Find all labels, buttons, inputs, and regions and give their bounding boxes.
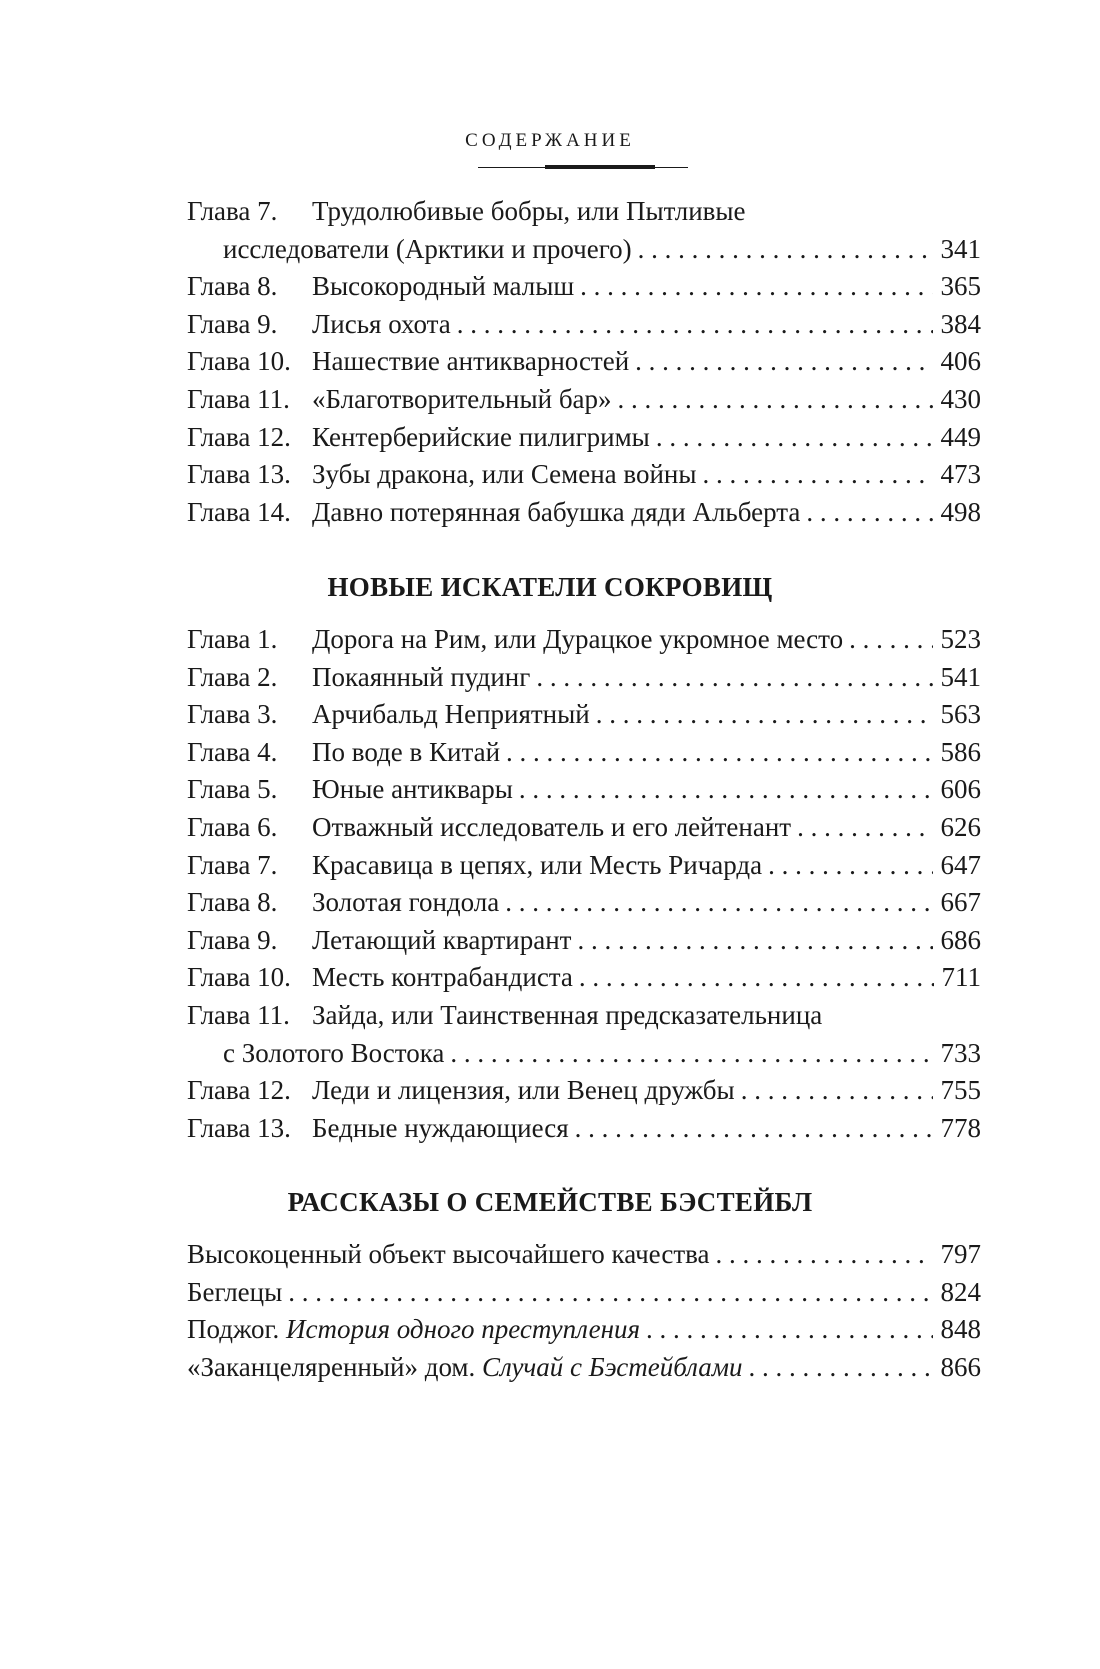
toc-entry <box>187 1110 981 1148</box>
page-number: 586 <box>940 736 981 767</box>
toc-entry <box>187 659 981 697</box>
leader-dots <box>506 734 932 772</box>
leader-dots <box>618 381 933 419</box>
chapter-title: Отважный исследователь и его лейтенант <box>312 811 792 842</box>
toc-entry <box>187 1311 981 1349</box>
chapter-number: Глава 2. <box>187 661 278 692</box>
page-number: 733 <box>940 1037 981 1068</box>
chapter-number: Глава 9. <box>187 308 278 339</box>
story-subtitle: История одного преступления <box>285 1314 641 1345</box>
chapter-title: Кентерберийские пилигримы <box>312 421 650 452</box>
chapter-title: Красавица в цепях, или Месть Ричарда <box>312 849 763 880</box>
toc-entry <box>187 193 981 268</box>
head-rule-accent <box>545 165 655 169</box>
leader-dots <box>748 1349 932 1387</box>
leader-dots <box>579 959 934 997</box>
page-number: 606 <box>940 774 981 805</box>
toc-entry <box>187 456 981 494</box>
chapter-number: Глава 10. <box>187 346 291 377</box>
chapter-title: Лисья охота <box>312 308 451 339</box>
page-number: 541 <box>940 661 981 692</box>
leader-dots <box>575 1110 933 1148</box>
chapter-number: Глава 8. <box>187 887 278 918</box>
page-number: 711 <box>941 962 981 993</box>
chapter-title: Высокородный малыш <box>312 271 575 302</box>
page-number: 384 <box>940 308 981 339</box>
toc-entry <box>187 381 981 419</box>
section-title-new-treasure-seekers: НОВЫЕ ИСКАТЕЛИ СОКРОВИЩ <box>327 572 773 602</box>
leader-dots <box>716 1236 933 1274</box>
leader-dots <box>741 1072 933 1110</box>
chapter-title: Зубы дракона, или Семена войны <box>312 459 697 490</box>
chapter-title: «Благотворительный бар» <box>312 383 612 414</box>
toc-entry <box>187 419 981 457</box>
leader-dots <box>703 456 933 494</box>
chapter-title-continued: исследователи (Арктики и прочего) <box>223 233 632 264</box>
page-number: 848 <box>940 1314 981 1345</box>
chapter-number: Глава 6. <box>187 811 278 842</box>
chapter-title: По воде в Китай <box>312 736 501 767</box>
page-number: 365 <box>940 271 981 302</box>
leader-dots <box>849 621 932 659</box>
story-subtitle: Случай с Бэстейблами <box>482 1351 743 1382</box>
toc-entry <box>187 494 981 532</box>
page-number: 626 <box>940 811 981 842</box>
section-title-bastable-stories: РАССКАЗЫ О СЕМЕЙСТВЕ БЭСТЕЙБЛ <box>287 1187 813 1217</box>
chapter-title: Золотая гондола <box>312 887 500 918</box>
chapter-number: Глава 11. <box>187 383 290 414</box>
leader-dots <box>646 1311 932 1349</box>
toc-part-2 <box>187 621 981 1147</box>
chapter-number: Глава 7. <box>187 196 278 226</box>
page-number: 449 <box>940 421 981 452</box>
page-number: 430 <box>940 383 981 414</box>
leader-dots <box>505 884 932 922</box>
toc-entry <box>187 884 981 922</box>
leader-dots <box>635 343 932 381</box>
story-title: Беглецы <box>187 1276 283 1307</box>
leader-dots <box>638 231 933 269</box>
chapter-number: Глава 5. <box>187 774 278 805</box>
chapter-title: Трудолюбивые бобры, или Пытливые <box>312 196 746 226</box>
chapter-number: Глава 4. <box>187 736 278 767</box>
page-number: 755 <box>940 1075 981 1106</box>
chapter-title: Покаянный пудинг <box>312 661 531 692</box>
toc-entry <box>187 1274 981 1312</box>
leader-dots <box>288 1274 932 1312</box>
page-number: 523 <box>940 624 981 654</box>
chapter-number: Глава 13. <box>187 459 291 490</box>
chapter-number: Глава 11. <box>187 999 290 1030</box>
toc-entry <box>187 809 981 847</box>
page-number: 341 <box>940 233 981 264</box>
chapter-number: Глава 8. <box>187 271 278 302</box>
toc-part-3 <box>187 1236 981 1386</box>
leader-dots <box>596 696 933 734</box>
chapter-number: Глава 3. <box>187 699 278 730</box>
leader-dots <box>580 268 932 306</box>
leader-dots <box>806 494 932 532</box>
leader-dots <box>768 847 932 885</box>
chapter-title: Месть контрабандиста <box>312 962 573 993</box>
leader-dots <box>577 922 932 960</box>
chapter-title: Дорога на Рим, или Дурацкое укромное место <box>312 624 844 654</box>
chapter-title: Летающий квартирант <box>312 924 572 955</box>
page-number: 686 <box>940 924 981 955</box>
page-number: 647 <box>940 849 981 880</box>
toc-entry <box>187 1349 981 1387</box>
toc-entry <box>187 1072 981 1110</box>
story-title: «Заканцеляренный» дом. <box>187 1351 476 1382</box>
story-title: Высокоценный объект высочайшего качества <box>187 1239 710 1269</box>
story-title: Поджог. <box>187 1314 280 1345</box>
chapter-title: Нашествие антикварностей <box>312 346 630 377</box>
toc-entry <box>187 621 981 659</box>
leader-dots <box>519 771 933 809</box>
chapter-number: Глава 14. <box>187 496 291 527</box>
chapter-number: Глава 7. <box>187 849 278 880</box>
toc-entry <box>187 997 981 1072</box>
toc-part-1 <box>187 193 981 531</box>
page-number: 498 <box>940 496 981 527</box>
leader-dots <box>450 1035 932 1073</box>
chapter-title: Зайда, или Таинственная предсказательница <box>312 999 823 1030</box>
chapter-number: Глава 13. <box>187 1112 291 1143</box>
leader-dots <box>457 306 933 344</box>
chapter-title: Юные антиквары <box>312 774 513 805</box>
toc-entry <box>187 959 981 997</box>
page-number: 406 <box>940 346 981 377</box>
chapter-number: Глава 9. <box>187 924 278 955</box>
chapter-title: Давно потерянная бабушка дяди Альберта <box>312 496 801 527</box>
toc-entry <box>187 1236 981 1274</box>
leader-dots <box>797 809 932 847</box>
page-number: 824 <box>940 1276 981 1307</box>
leader-dots <box>536 659 932 697</box>
chapter-title: Бедные нуждающиеся <box>312 1112 569 1143</box>
toc-entry <box>187 268 981 306</box>
toc-entry <box>187 847 981 885</box>
chapter-title: Леди и лицензия, или Венец дружбы <box>312 1075 735 1106</box>
page-number: 797 <box>940 1239 981 1269</box>
page-number: 778 <box>940 1112 981 1143</box>
toc-entry <box>187 734 981 772</box>
leader-dots <box>656 419 933 457</box>
toc-entry <box>187 343 981 381</box>
toc-entry <box>187 922 981 960</box>
running-head: СОДЕРЖАНИЕ <box>465 130 635 151</box>
chapter-number: Глава 12. <box>187 421 291 452</box>
chapter-number: Глава 1. <box>187 624 278 654</box>
chapter-title: Арчибальд Неприятный <box>312 699 590 730</box>
page-number: 866 <box>940 1351 981 1382</box>
page-number: 473 <box>940 459 981 490</box>
chapter-number: Глава 12. <box>187 1075 291 1106</box>
toc-entry <box>187 771 981 809</box>
page-number: 667 <box>940 887 981 918</box>
toc-entry <box>187 696 981 734</box>
chapter-title-continued: с Золотого Востока <box>223 1037 445 1068</box>
page-number: 563 <box>940 699 981 730</box>
chapter-number: Глава 10. <box>187 962 291 993</box>
toc-entry <box>187 306 981 344</box>
